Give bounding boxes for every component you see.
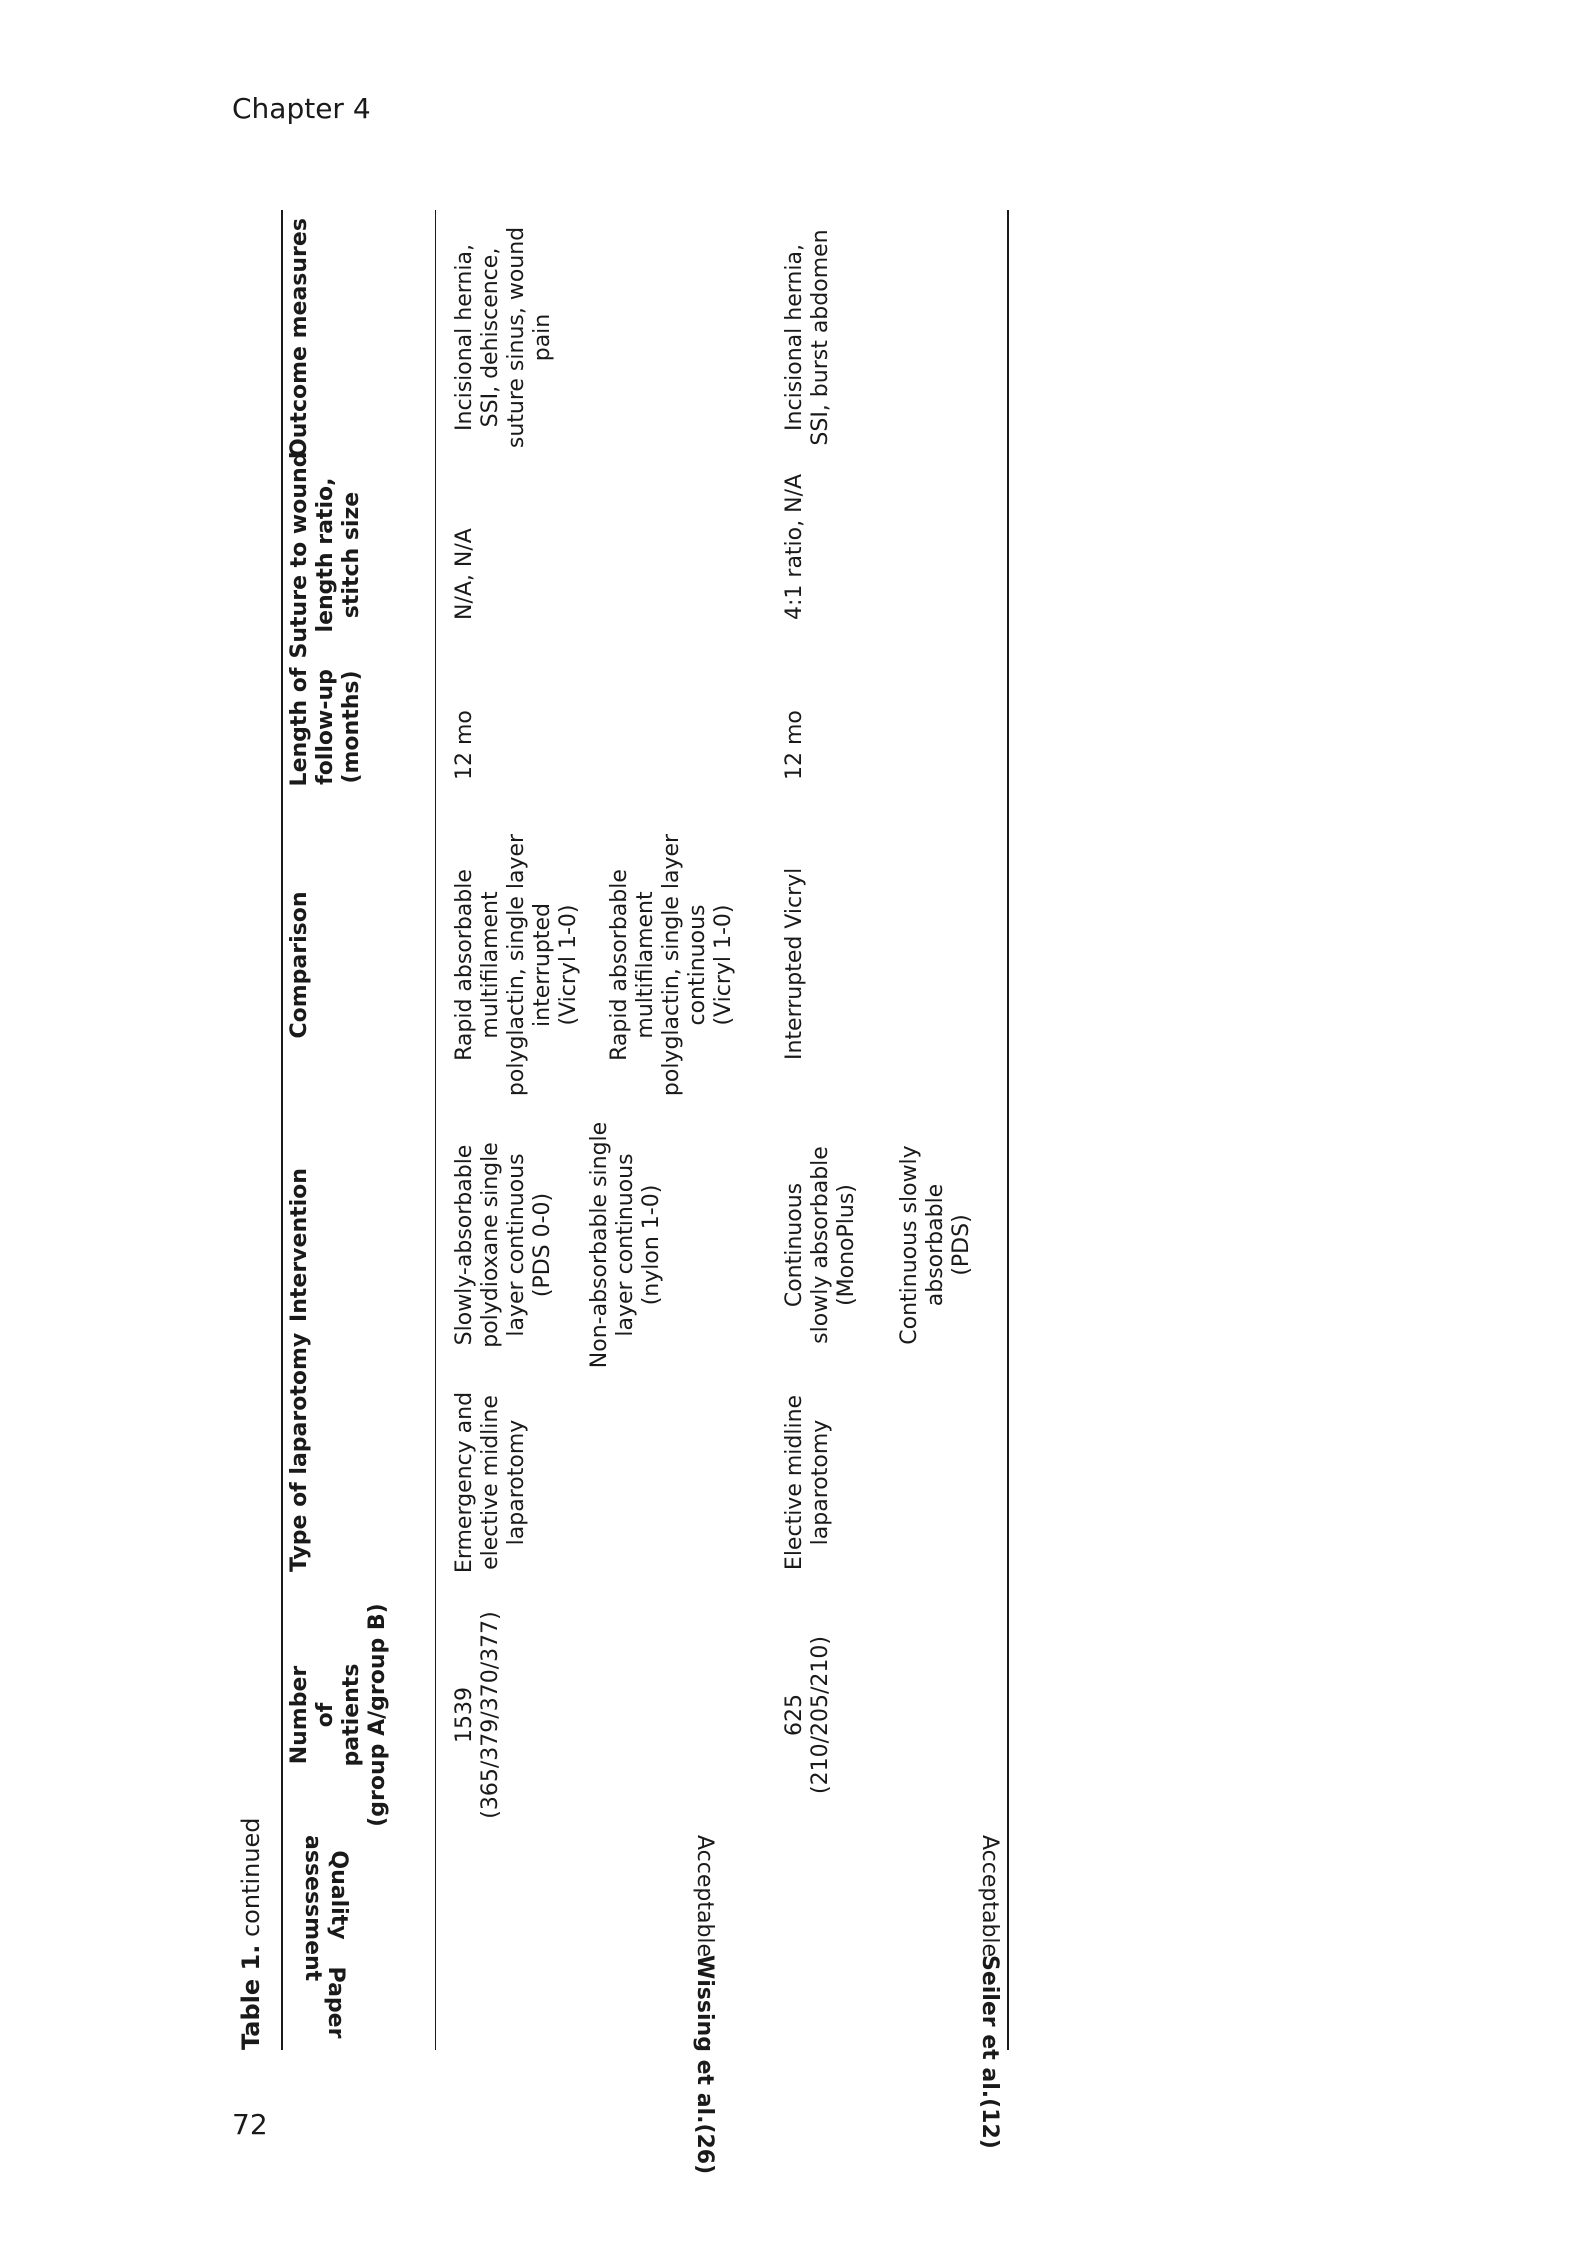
header-comparison: Comparison [287, 891, 312, 1039]
page-number: 72 [232, 2108, 268, 2141]
row2-type: Elective midline laparotomy [782, 1394, 833, 1571]
table-bottom-rule [1007, 210, 1009, 2050]
table-top-rule [281, 210, 283, 2050]
row1-suture: N/A, N/A [452, 528, 477, 620]
table-caption [237, 1817, 265, 2050]
row1-paper: Wissing et al.(26) [692, 1955, 717, 2175]
row2-patients: 625 (210/205/210) [782, 1636, 833, 1794]
row2-paper: Seiler et al.(12) [977, 1955, 1002, 2149]
table-header-rule [435, 210, 436, 2050]
header-intervention: Intervention [287, 1168, 312, 1322]
header-quality: Quality assessment [300, 1835, 351, 1982]
row1-patients: 1539 (365/379/370/377) [452, 1611, 503, 1819]
header-patients: Number of patients (group A/group B) [287, 1603, 390, 1827]
row2-quality: Acceptable [977, 1835, 1002, 1958]
row1-comparison-1: Rapid absorbable multifilament polyglactin, single layer interrupted (Vicryl 1-0) [452, 833, 581, 1097]
row1-intervention-1: Slowly-absorbable polydioxane single layer continuous (PDS 0-0) [452, 1142, 555, 1348]
table-caption-text: continued [237, 1817, 265, 1945]
row2-followup: 12 mo [782, 710, 807, 780]
row1-outcome: Incisional hernia, SSI, dehiscence, suture sinus, wound pain [452, 226, 555, 449]
row1-quality: Acceptable [692, 1835, 717, 1958]
row2-intervention-2: Continuous slowly absorbable (PDS) [897, 1145, 974, 1345]
running-header: Chapter 4 [232, 92, 371, 125]
header-paper: Paper [323, 1966, 348, 2039]
header-suture: Suture to wound length ratio, stitch size [287, 451, 364, 659]
row1-followup: 12 mo [452, 710, 477, 780]
row2-outcome: Incisional hernia, SSI, burst abdomen [782, 229, 833, 446]
row1-type: Ermergency and elective midline laparotomy [452, 1391, 529, 1574]
row1-comparison-2: Rapid absorbable multifilament polyglactin, single layer continuous (Vicryl 1-0) [607, 833, 736, 1097]
table-caption-label: Table 1. [237, 1944, 265, 2050]
header-followup: Length of follow-up (months) [287, 667, 364, 787]
header-type: Type of laparotomy [287, 1332, 312, 1572]
row2-suture: 4:1 ratio, N/A [782, 473, 807, 620]
header-outcome: Outcome measures [287, 218, 312, 457]
row2-comparison-1: Interrupted Vicryl [782, 867, 807, 1060]
row1-intervention-2: Non-absorbable single layer continuous (nylon 1-0) [587, 1121, 664, 1369]
row2-intervention-1: Continuous slowly absorbable (MonoPlus) [782, 1146, 859, 1344]
